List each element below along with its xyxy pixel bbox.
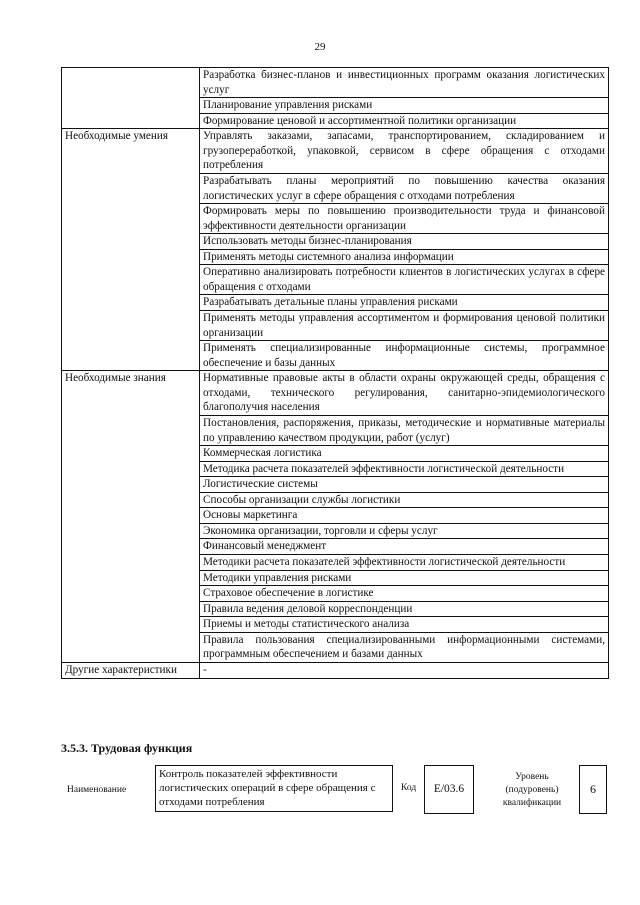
name-label: Наименование [67,785,127,795]
row-item: Планирование управления рисками [200,98,609,114]
row-item: Методики управления рисками [200,570,609,586]
row-item: Приемы и методы статистического анализа [200,617,609,633]
function-name-box: Контроль показателей эффективности логистических операций в сфере обращения с отходами потребления [155,765,393,812]
row-item: Формировать меры по повышению производительности труда и финансовой эффективности деятельности организации [200,204,609,234]
function-code-box: E/03.6 [424,765,474,814]
code-label: Код [401,783,417,793]
requirements-table [61,67,609,679]
row-item: Использовать методы бизнес-планирования [200,234,609,250]
row-item: Методики расчета показателей эффективности логистической деятельности [200,555,609,571]
row-item: Формирование ценовой и ассортиментной политики организации [200,113,609,129]
row-item: Разрабатывать детальные планы управления рисками [200,295,609,311]
row-category-label [62,68,200,129]
table-row [62,371,609,416]
row-item: Логистические системы [200,477,609,493]
row-item: Правила ведения деловой корреспонденции [200,601,609,617]
row-item: Применять специализированные информационные системы, программное обеспечение и базы данных [200,341,609,371]
row-item: Страховое обеспечение в логистике [200,586,609,602]
level-label: Уровень (подуровень) квалификации [502,772,562,808]
page-number: 29 [314,41,326,53]
level-value-box: 6 [579,765,607,814]
row-item: Разрабатывать планы мероприятий по повышению качества оказания логистических услуг в сфере обращения с отходами потребления [200,173,609,203]
row-item: Финансовый менеджмент [200,539,609,555]
row-category-label: Другие характеристики [62,662,200,678]
row-item: - [200,662,609,678]
labor-function-block [61,765,611,815]
row-item: Управлять заказами, запасами, транспортированием, складированием и грузопереработкой, упаковкой, сервисом в сфере обращения с отходами потребления [200,129,609,174]
row-item: Основы маркетинга [200,508,609,524]
table-row [62,662,609,678]
row-item: Коммерческая логистика [200,446,609,462]
row-category-label: Необходимые умения [62,129,200,371]
row-item: Применять методы управления ассортиментом и формирования ценовой политики организации [200,311,609,341]
table-row [62,68,609,98]
row-item: Оперативно анализировать потребности клиентов в логистических услугах в сфере обращения с отходами [200,265,609,295]
row-item: Нормативные правовые акты в области охраны окружающей среды, обращения с отходами, технического регулирования, санитарно-эпидемиологического благополучия населения [200,371,609,416]
row-item: Способы организации службы логистики [200,492,609,508]
row-item: Правила пользования специализированными информационными системами, программным обеспечением и базами данных [200,632,609,662]
section-title: 3.5.3. Трудовая функция [61,741,193,755]
row-item: Применять методы системного анализа информации [200,249,609,265]
row-item: Экономика организации, торговли и сферы услуг [200,523,609,539]
row-item: Разработка бизнес-планов и инвестиционных программ оказания логистических услуг [200,68,609,98]
requirements-table-body [62,68,609,679]
row-category-label: Необходимые знания [62,371,200,663]
row-item: Методика расчета показателей эффективности логистической деятельности [200,461,609,477]
row-item: Постановления, распоряжения, приказы, методические и нормативные материалы по управлению качеством продукции, работ (услуг) [200,415,609,445]
table-row [62,129,609,174]
